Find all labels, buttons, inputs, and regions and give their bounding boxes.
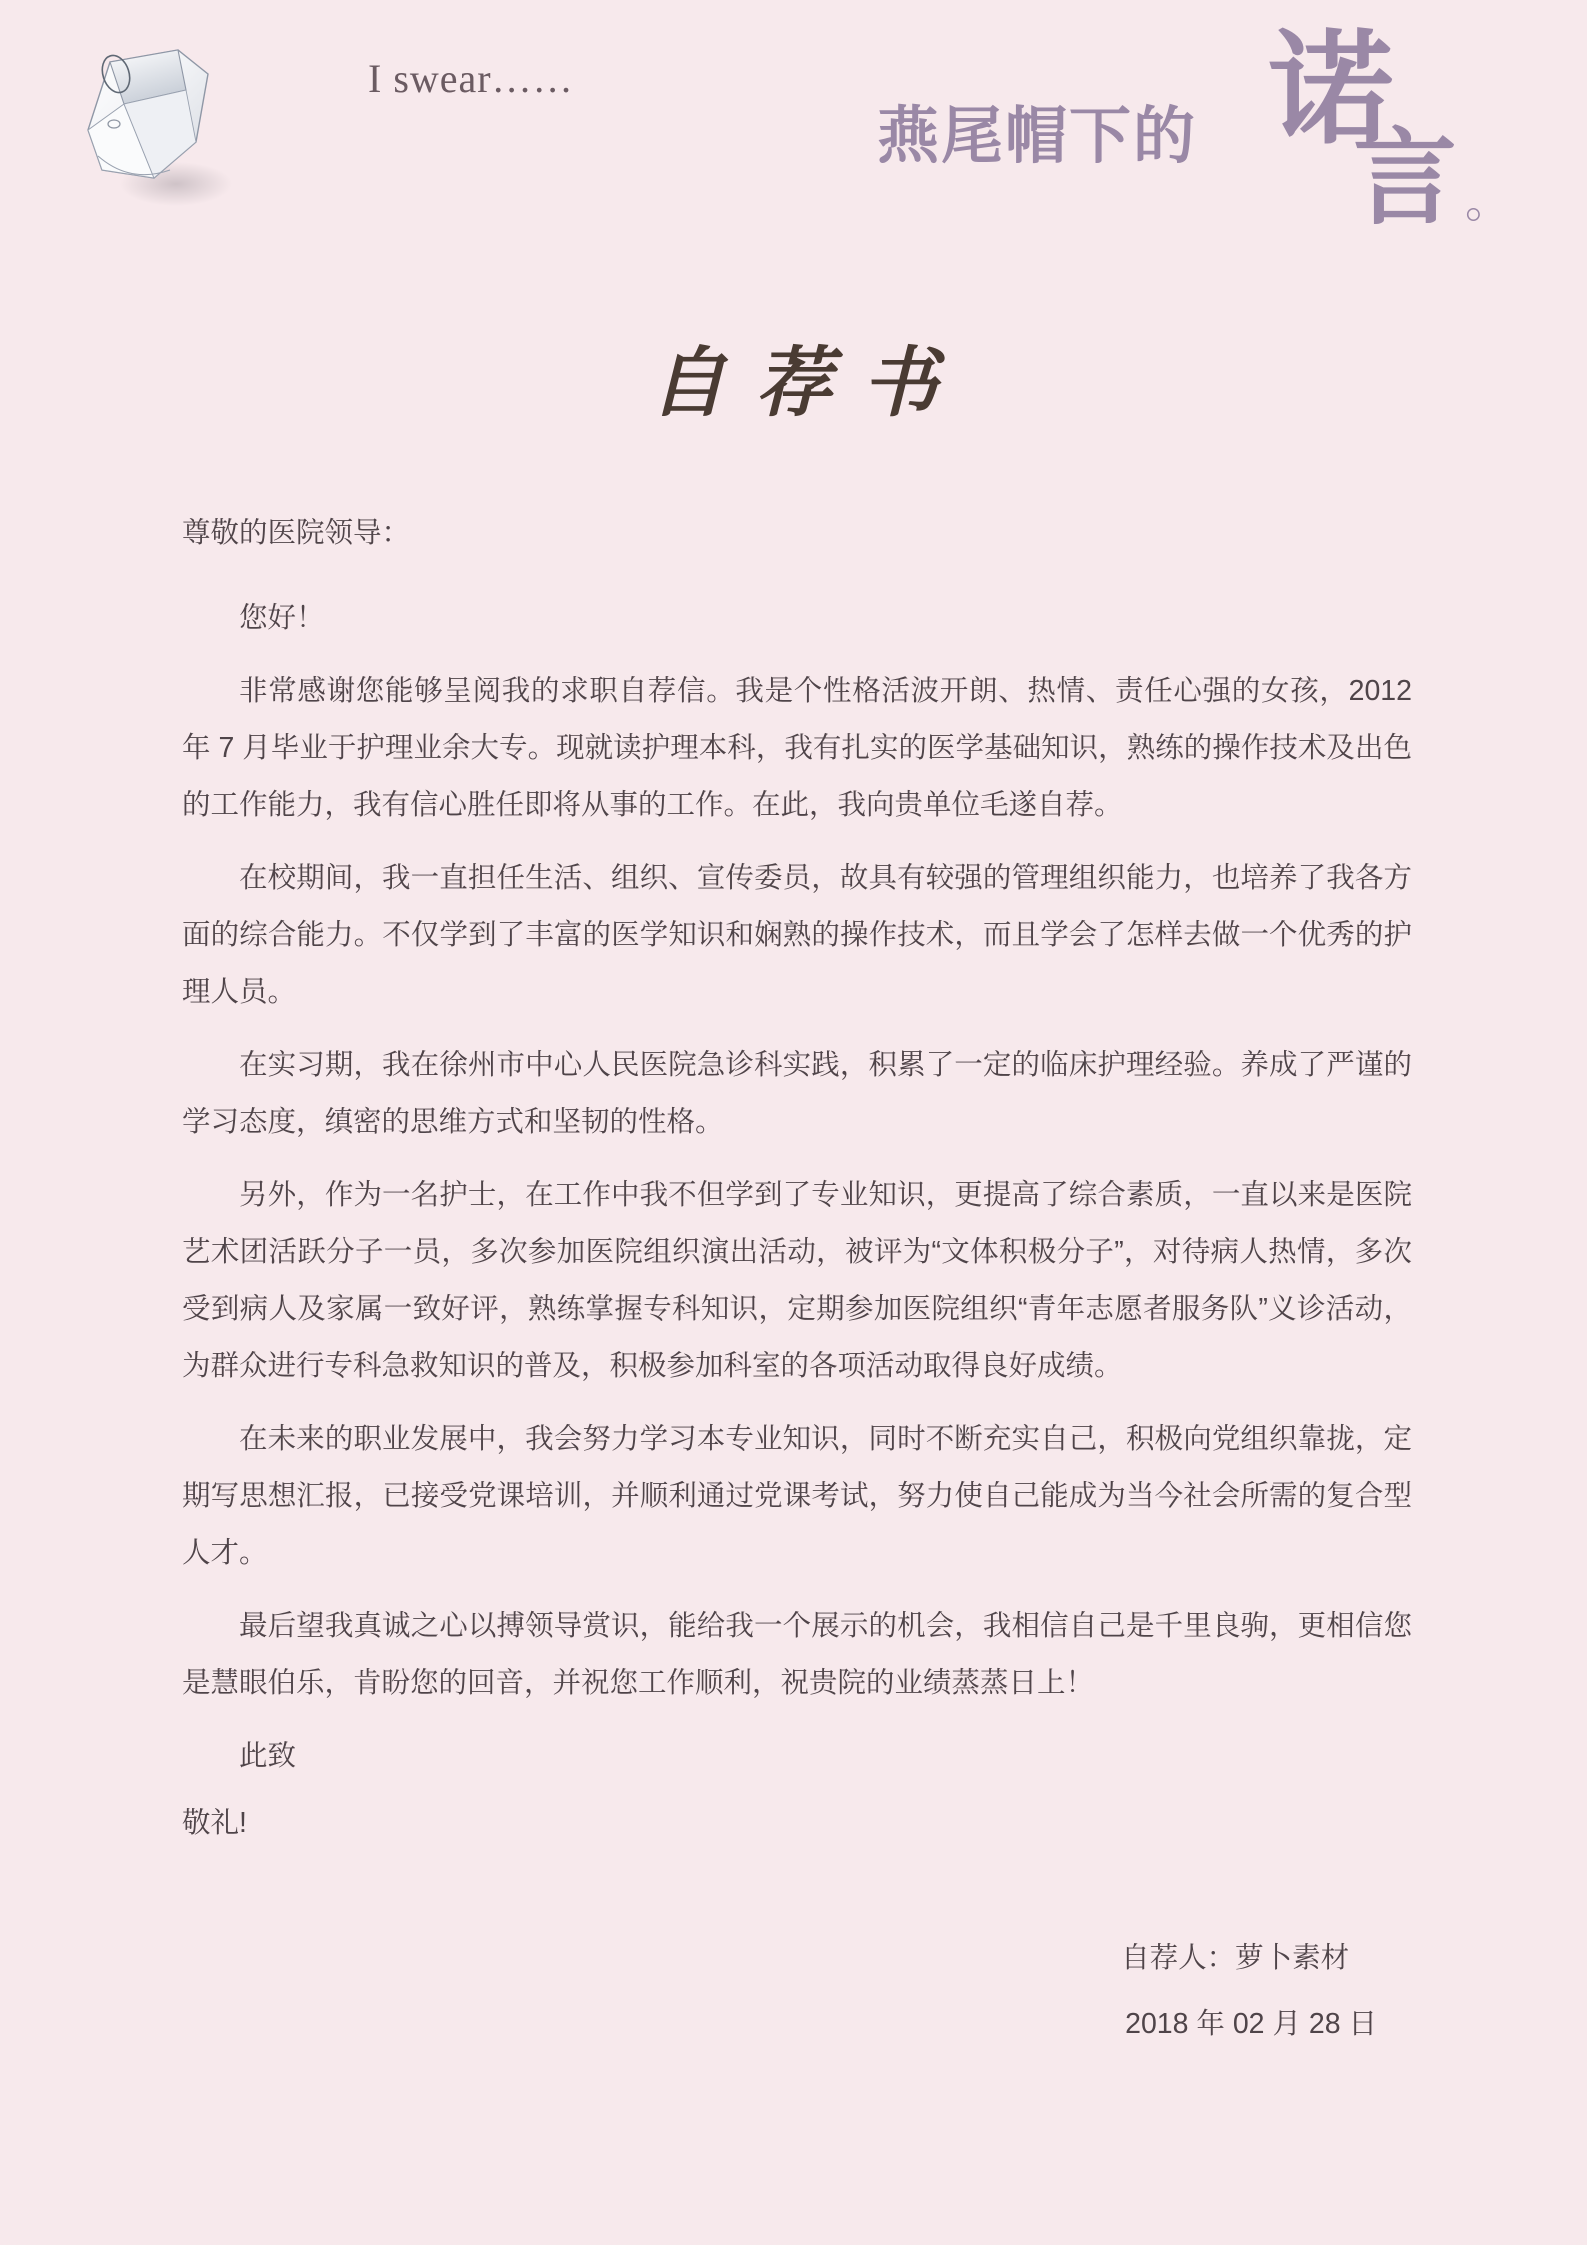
banner-subtitle: 燕尾帽下的 [877,99,1198,172]
swear-tagline: I swear…… [368,56,574,101]
page-title: 自荐书 [649,342,968,426]
closing-cizhi: 此致 [239,1740,297,1772]
signature-block [1121,1925,1377,2057]
banner-char-yan: 言 [1353,117,1458,239]
signer-name: 自荐人：萝卜素材 [1121,1942,1350,1974]
paragraph-1: 非常感谢您能够呈阅我的求职自荐信。我是个性格活波开朗、热情、责任心强的女孩，2012 年 7 月毕业于护理业余大专。现就读护理本科，我有扎实的医学基础知识，熟练的操作技术及出色的工作能力，我有信心胜任即将从事的工作。在此，我向贵单位毛遂自荐。 [182,675,1412,821]
letter-body [182,505,1412,1852]
paragraph-3: 在实习期，我在徐州市中心人民医院急诊科实践，积累了一定的临床护理经验。养成了严谨的学习态度，缜密的思维方式和坚韧的性格。 [182,1049,1412,1138]
decorative-banner [877,18,1517,239]
greeting: 您好！ [239,602,325,634]
page-header [0,0,1587,280]
salutation: 尊敬的医院领导： [182,517,411,549]
closing-jingli: 敬礼! [182,1807,247,1839]
paragraph-2: 在校期间，我一直担任生活、组织、宣传委员，故具有较强的管理组织能力，也培养了我各方面的综合能力。不仅学到了丰富的医学知识和娴熟的操作技术，而且学会了怎样去做一个优秀的护理人员。 [182,862,1412,1008]
signature-date: 2018 年 02 月 28 日 [1125,2008,1377,2040]
banner-period-mark: 。 [1465,175,1511,227]
paragraph-5: 在未来的职业发展中，我会努力学习本专业知识，同时不断充实自己，积极向党组织靠拢，定期写思想汇报，已接受党课培训，并顺利通过党课考试，努力使自己能成为当今社会所需的复合型人才。 [182,1423,1412,1569]
nurse-cap-icon [58,38,268,218]
paragraph-6: 最后望我真诚之心以搏领导赏识，能给我一个展示的机会，我相信自己是千里良驹，更相信您是慧眼伯乐，肯盼您的回音，并祝您工作顺利，祝贵院的业绩蒸蒸日上！ [182,1610,1412,1699]
paragraph-4: 另外，作为一名护士，在工作中我不但学到了专业知识，更提高了综合素质，一直以来是医院艺术团活跃分子一员，多次参加医院组织演出活动，被评为“文体积极分子”，对待病人热情，多次受到病人及家属一致好评，熟练掌握专科知识，定期参加医院组织“青年志愿者服务队”义诊活动，为群众进行专科急救知识的普及，积极参加科室的各项活动取得良好成绩。 [182,1179,1412,1382]
banner-char-nuo: 诺 [1269,18,1394,162]
